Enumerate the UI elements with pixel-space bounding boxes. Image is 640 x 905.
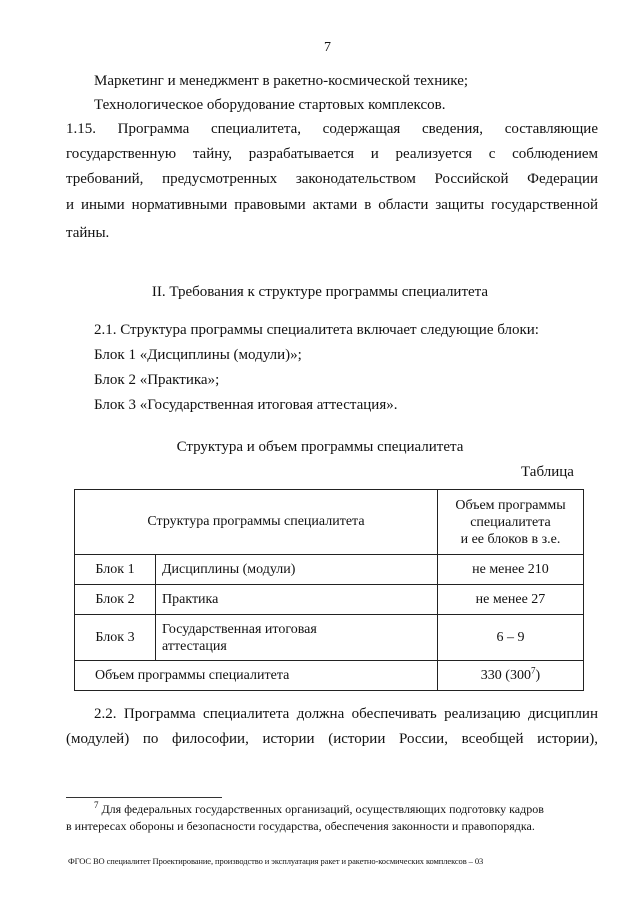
block-name-line: Государственная итоговая bbox=[162, 621, 317, 637]
paragraph-line: требований, предусмотренных законодательством Российской Федерации bbox=[66, 171, 598, 187]
section-heading: II. Требования к структуре программы специалитета bbox=[151, 284, 489, 300]
table-row bbox=[75, 555, 584, 585]
paragraph-line: и иными нормативными правовыми актами в области защиты государственной bbox=[66, 197, 598, 213]
table-header-row bbox=[75, 490, 584, 555]
document-footer: ФГОС ВО специалитет Проектирование, производство и эксплуатация ракет и ракетно-космических комплексов – 03 bbox=[68, 856, 484, 866]
paragraph-line: (модулей) по философии, истории (истории России, всеобщей истории), bbox=[66, 731, 598, 747]
footnote-separator bbox=[66, 797, 222, 798]
block-cell: Блок 2 bbox=[75, 585, 156, 615]
page-number: 7 bbox=[324, 40, 331, 55]
paragraph-line: тайны. bbox=[66, 225, 110, 241]
table-row bbox=[75, 615, 584, 661]
table-label: Таблица bbox=[521, 464, 574, 480]
table-row bbox=[75, 585, 584, 615]
header-volume-line: и ее блоков в з.е. bbox=[460, 531, 561, 547]
specialization-line-2: Технологическое оборудование стартовых комплексов. bbox=[94, 97, 446, 113]
specialty-structure-table bbox=[74, 489, 584, 691]
block-name-cell: Дисциплины (модули) bbox=[156, 555, 438, 585]
footnote-mark: 7 bbox=[94, 800, 99, 810]
footnote-text: Для федеральных государственных организаций, осуществляющих подготовку кадров bbox=[98, 802, 544, 816]
list-item: Блок 3 «Государственная итоговая аттестация». bbox=[94, 397, 398, 413]
block-volume-cell: не менее 27 bbox=[437, 585, 583, 615]
block-volume-cell: 6 – 9 bbox=[437, 615, 583, 661]
paragraph-line: 1.15. Программа специалитета, содержащая сведения, составляющие bbox=[66, 121, 598, 137]
list-item: Блок 2 «Практика»; bbox=[94, 372, 220, 388]
header-volume-line: Объем программы bbox=[455, 497, 566, 513]
block-name-line: аттестация bbox=[162, 638, 227, 654]
total-label-cell: Объем программы специалитета bbox=[75, 661, 438, 691]
total-value: 330 (300 bbox=[480, 667, 531, 683]
header-volume bbox=[437, 490, 583, 555]
block-name-cell: Практика bbox=[156, 585, 438, 615]
block-volume-cell: не менее 210 bbox=[437, 555, 583, 585]
header-volume-line: специалитета bbox=[470, 514, 551, 530]
total-close: ) bbox=[535, 667, 541, 683]
block-cell: Блок 1 bbox=[75, 555, 156, 585]
header-structure: Структура программы специалитета bbox=[75, 490, 438, 555]
footnote-ref: 7 bbox=[530, 664, 536, 675]
block-name-cell bbox=[156, 615, 438, 661]
total-value-cell bbox=[437, 661, 583, 691]
footnote-line-1 bbox=[94, 800, 544, 818]
list-item: Блок 1 «Дисциплины (модули)»; bbox=[94, 347, 302, 363]
paragraph-line: 2.2. Программа специалитета должна обеспечивать реализацию дисциплин bbox=[94, 706, 598, 722]
table-title: Структура и объем программы специалитета bbox=[176, 439, 464, 455]
paragraph-line: государственную тайну, разрабатывается и реализуется с соблюдением bbox=[66, 146, 598, 162]
table-total-row bbox=[75, 661, 584, 691]
specialization-line-1: Маркетинг и менеджмент в ракетно-космической технике; bbox=[94, 73, 469, 89]
block-cell: Блок 3 bbox=[75, 615, 156, 661]
footnote-line-2: в интересах обороны и безопасности государства, обеспечения законности и правопорядка. bbox=[66, 819, 535, 833]
paragraph-2-1: 2.1. Структура программы специалитета включает следующие блоки: bbox=[94, 322, 539, 338]
